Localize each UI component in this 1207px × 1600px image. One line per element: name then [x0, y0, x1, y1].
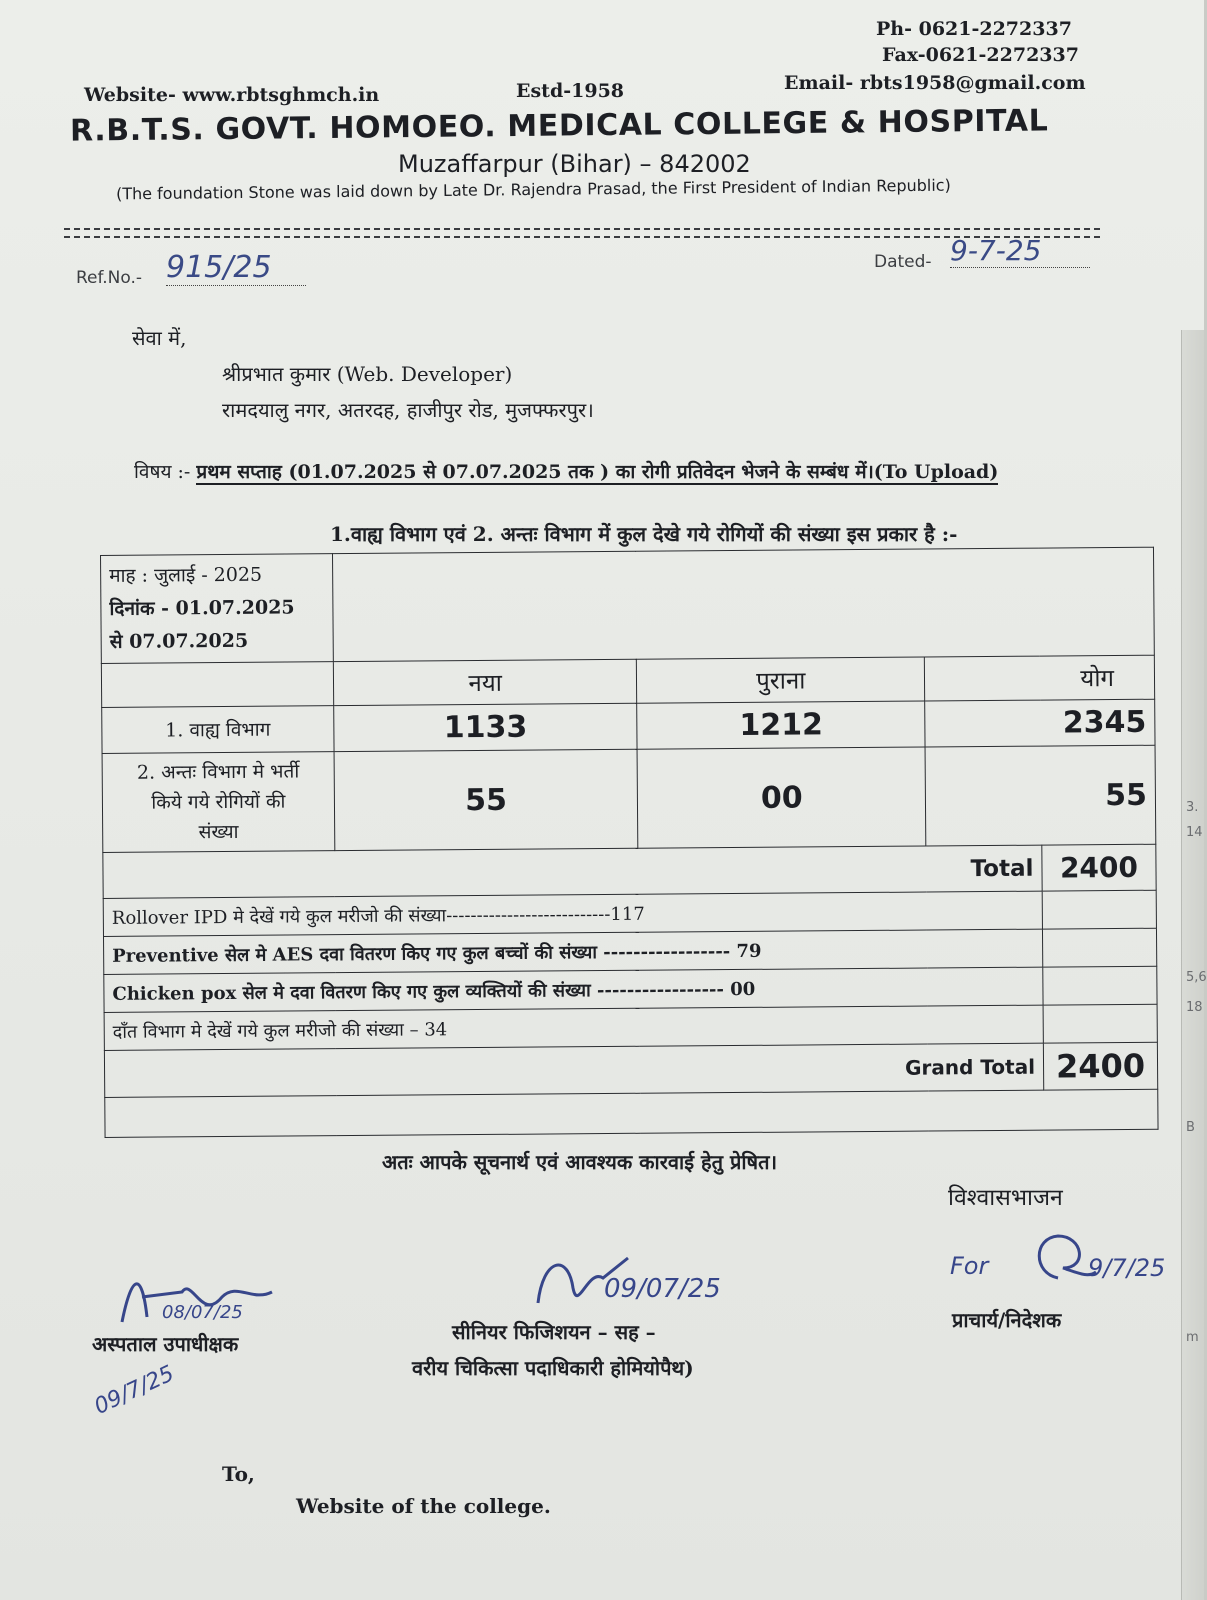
middle-signatory-line2: वरीय चिकित्सा पदाधिकारी होमियोपैथ): [412, 1356, 694, 1380]
ref-label: Ref.No.-: [76, 268, 143, 288]
college-city: Muzaffarpur (Bihar) – 842002: [398, 150, 751, 178]
month-line: माह : जुलाई - 2025: [109, 563, 263, 587]
table-row: [105, 1089, 1158, 1137]
table-row: [104, 1042, 1157, 1097]
blank-cell: [1043, 1004, 1157, 1043]
intro-line: 1.वाह्य विभाग एवं 2. अन्तः विभाग में कुल देखे गये रोगियों की संख्या इस प्रकार है :-: [330, 522, 958, 546]
college-name: R.B.T.S. GOVT. HOMOEO. MEDICAL COLLEGE & HOSPITAL: [69, 103, 1049, 149]
total-label: Total: [103, 845, 1042, 898]
opd-new-value: 1133: [334, 703, 638, 751]
ipd-old-value: 00: [638, 747, 926, 848]
ipd-label-line: किये गये रोगियों की: [151, 790, 286, 814]
row-label-ipd: [102, 752, 335, 853]
background-page-edge: 3. 14 5,6 18 B m: [1181, 330, 1204, 1600]
blank-cell: [1042, 890, 1156, 929]
table-row: [101, 547, 1155, 663]
ipd-label-line: संख्या: [198, 820, 239, 844]
middle-signatory-line1: सीनियर फिजिशयन – सह –: [452, 1320, 656, 1344]
ipd-label-line: 2. अन्तः विभाग मे भर्ती: [136, 760, 300, 784]
grand-total-label: Grand Total: [104, 1043, 1043, 1097]
subject-line: [134, 458, 998, 484]
row-label-opd: 1. वाह्य विभाग: [102, 706, 334, 754]
header-divider-top: [64, 228, 1100, 230]
addressee-name: श्रीप्रभात कुमार (Web. Developer): [222, 362, 513, 386]
table-row: [102, 699, 1155, 753]
month-cell: [101, 554, 334, 664]
middle-signature-date: 09/07/25: [604, 1274, 721, 1304]
column-header-old: पुराना: [637, 657, 925, 703]
extra-line-chickenpox: Chicken pox सेल मे दवा वितरण किए गए कुल व्यक्तियों की संख्या ----------------- 00: [104, 967, 1043, 1012]
addressee-address: रामदयालु नगर, अतरदह, हाजीपुर रोड, मुजफ्फरपुर।: [222, 398, 594, 422]
ipd-new-value: 55: [334, 749, 638, 850]
established-year: Estd-1958: [516, 80, 625, 102]
blank-header-cell: [332, 547, 1154, 661]
website-address: Website- www.rbtsghmch.in: [84, 84, 380, 106]
right-signature-date: 9/7/25: [1088, 1254, 1166, 1282]
table-row: [102, 745, 1156, 852]
opd-total-value: 2345: [925, 699, 1155, 747]
ipd-total-value: 55: [925, 745, 1156, 846]
grand-total-value: 2400: [1043, 1042, 1157, 1090]
column-header-new: नया: [333, 659, 637, 705]
to-label: To,: [222, 1462, 255, 1486]
blank-footer-cell: [105, 1089, 1158, 1137]
blank-cell: [1042, 928, 1156, 967]
email-address: Email- rbts1958@gmail.com: [784, 72, 1086, 94]
subject-label: विषय :-: [134, 461, 191, 483]
extra-line-aes: Preventive सेल मे AES दवा वितरण किए गए कुल बच्चों की संख्या ----------------- 79: [103, 929, 1042, 974]
right-signatory-title: प्राचार्य/निदेशक: [952, 1308, 1062, 1332]
ref-number: 915/25: [166, 250, 306, 286]
left-second-date: 09/7/25: [90, 1361, 179, 1420]
phone-number: Ph- 0621-2272337: [876, 18, 1072, 40]
date-to-line: से 07.07.2025: [109, 629, 249, 653]
date-label: Dated-: [874, 252, 932, 272]
opd-old-value: 1212: [637, 701, 925, 749]
blank-cell: [1043, 966, 1157, 1005]
table-row: [103, 844, 1156, 898]
foundation-note: (The foundation Stone was laid down by Late Dr. Rajendra Prasad, the First President of Indian Republic): [115, 175, 951, 204]
right-signature-note: For: [950, 1252, 989, 1280]
to-recipient: Website of the college.: [296, 1494, 551, 1518]
left-signature-date: 08/07/25: [162, 1302, 243, 1323]
forwarding-line: अतः आपके सूचनार्थ एवं आवश्यक कारवाई हेतु प्रेषित।: [382, 1150, 778, 1174]
extra-line-dental: दाँत विभाग मे देखें गये कुल मरीजो की संख्या – 34: [104, 1005, 1043, 1050]
yours-faithfully: विश्वासभाजन: [948, 1185, 1063, 1211]
blank-cell: [101, 662, 333, 708]
subject-text: प्रथम सप्ताह (01.07.2025 से 07.07.2025 तक ) का रोगी प्रतिवेदन भेजने के सम्बंध में।(To Upload): [196, 461, 999, 483]
salutation: सेवा में,: [132, 326, 187, 350]
extra-line-rollover: Rollover IPD मे देखें गये कुल मरीजो की संख्या---------------------------117: [103, 891, 1042, 936]
fax-number: Fax-0621-2272337: [882, 44, 1079, 66]
patient-report-table: [100, 547, 1159, 1138]
column-header-total: योग: [924, 655, 1154, 701]
header-divider-bottom: [64, 236, 1100, 238]
date-from-line: दिनांक - 01.07.2025: [109, 596, 295, 620]
left-signatory-title: अस्पताल उपाधीक्षक: [92, 1332, 239, 1356]
total-value: 2400: [1042, 844, 1156, 891]
date-value: 9-7-25: [950, 234, 1090, 268]
